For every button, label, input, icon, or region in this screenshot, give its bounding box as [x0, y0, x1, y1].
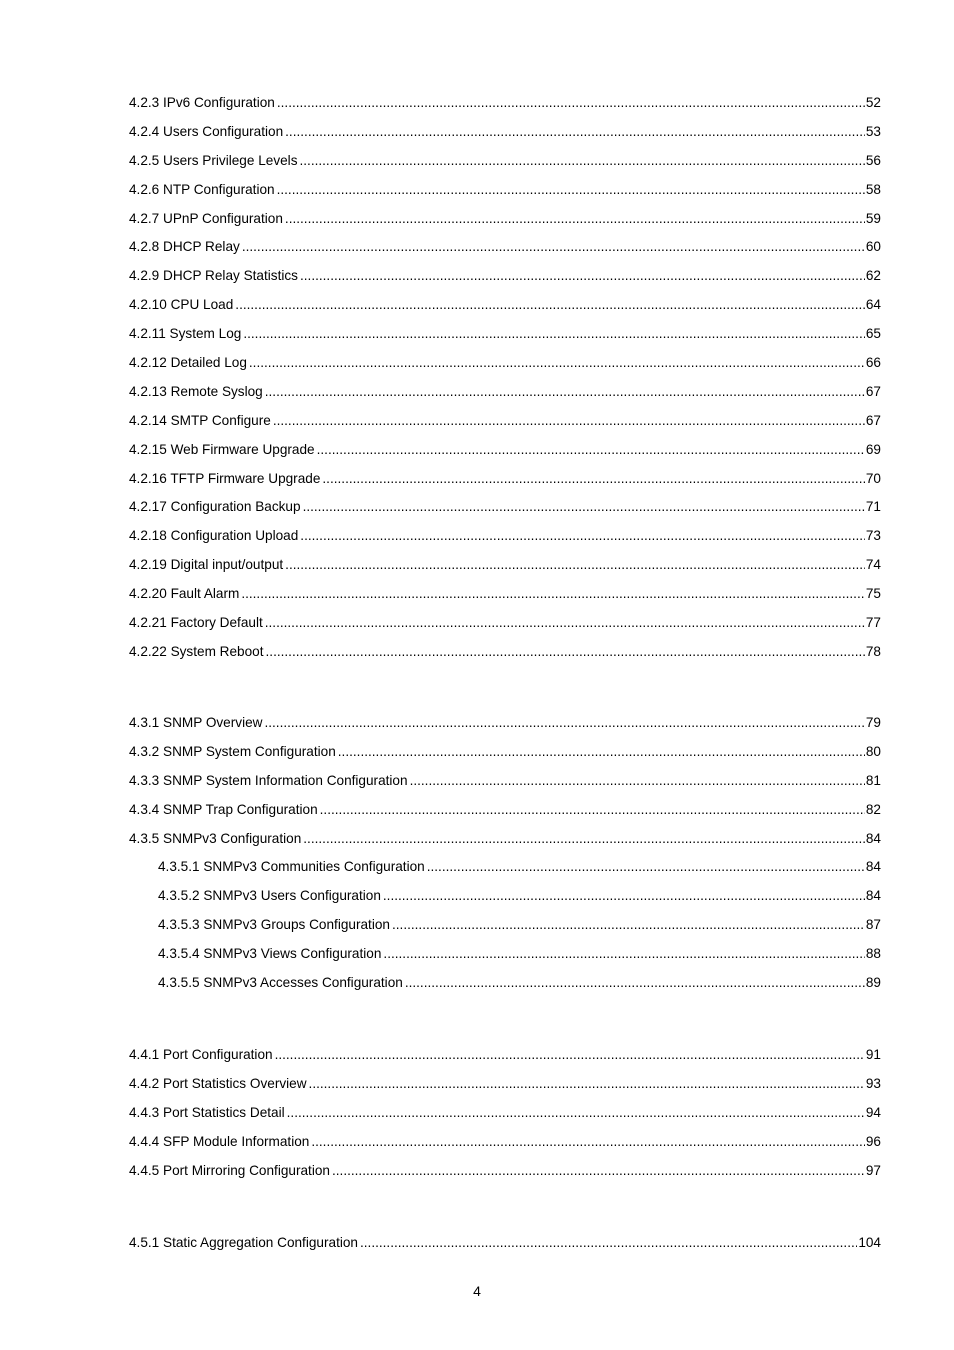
toc-entry-title: 4.2.8 DHCP Relay — [129, 239, 240, 255]
toc-subentry[interactable] — [129, 882, 881, 911]
toc-entry-page: 66 — [865, 355, 881, 371]
toc-entry[interactable] — [129, 1099, 881, 1128]
toc-entry-title: 4.4.1 Port Configuration — [129, 1047, 273, 1062]
toc-entry-title: 4.3.5.5 SNMPv3 Accesses Configuration — [158, 975, 403, 991]
toc-entry-page: 75 — [865, 586, 881, 602]
toc-subentry[interactable] — [129, 940, 881, 969]
dot-leader — [405, 969, 865, 998]
toc-entry-page: 73 — [865, 528, 881, 544]
toc-entry[interactable] — [129, 147, 881, 176]
toc-entry-title: 4.3.5 SNMPv3 Configuration — [129, 830, 302, 846]
dot-leader — [243, 320, 865, 349]
toc-entry-page: 53 — [865, 123, 881, 139]
dot-leader — [264, 709, 864, 738]
toc-entry[interactable] — [129, 205, 881, 234]
toc-entry-page: 65 — [865, 326, 881, 342]
dot-leader — [427, 853, 865, 882]
toc-entry-title: 4.2.15 Web Firmware Upgrade — [129, 441, 315, 457]
toc-entry-title: 4.3.2 SNMP System Configuration — [129, 743, 336, 759]
toc-entry[interactable] — [129, 638, 881, 667]
toc-entry-page: 80 — [865, 743, 881, 759]
dot-leader — [300, 262, 865, 291]
toc-entry[interactable] — [129, 176, 881, 205]
toc-entry-title: 4.2.4 Users Configuration — [129, 123, 284, 139]
toc-entry-page: 94 — [865, 1104, 881, 1120]
dot-leader — [392, 911, 865, 940]
dot-leader — [285, 205, 865, 234]
toc-entry[interactable] — [129, 825, 881, 854]
toc-entry-title: 4.2.5 Users Privilege Levels — [129, 152, 298, 168]
toc-entry[interactable] — [129, 796, 881, 825]
toc-entry-page: 84 — [865, 859, 881, 875]
dot-leader — [311, 1128, 865, 1157]
dot-leader — [242, 233, 865, 262]
toc-entry[interactable] — [129, 1128, 881, 1157]
toc-entry-title: 4.4.4 SFP Module Information — [129, 1133, 310, 1149]
dot-leader — [317, 436, 865, 465]
toc-entry-title: 4.4.5 Port Mirroring Configuration — [129, 1162, 330, 1178]
toc-entry-title: 4.2.18 Configuration Upload — [129, 528, 299, 544]
toc-entry-title: 4.3.5.2 SNMPv3 Users Configuration — [158, 888, 381, 904]
toc-entry-title: 4.3.5.1 SNMPv3 Communities Configuration — [158, 859, 425, 875]
dot-leader — [309, 1070, 865, 1099]
toc-entry-page: 88 — [865, 946, 881, 962]
toc-entry-page: 71 — [865, 499, 881, 515]
dot-leader — [360, 1229, 857, 1258]
dot-leader — [300, 147, 865, 176]
toc-entry[interactable] — [129, 320, 881, 349]
toc-entry-title: 4.2.3 IPv6 Configuration — [129, 95, 275, 110]
toc-entry[interactable] — [129, 262, 881, 291]
toc-subentry[interactable] — [129, 911, 881, 940]
dot-leader — [300, 522, 865, 551]
toc-entry-page: 67 — [865, 383, 881, 399]
page-number: 4 — [473, 1283, 481, 1299]
dot-leader — [285, 551, 865, 580]
dot-leader — [277, 89, 865, 118]
toc-entry-page: 52 — [865, 95, 881, 110]
toc-entry-title: 4.2.20 Fault Alarm — [129, 586, 240, 602]
toc-entry[interactable] — [129, 291, 881, 320]
toc-entry-page: 62 — [865, 268, 881, 284]
toc-entry-title: 4.2.16 TFTP Firmware Upgrade — [129, 470, 321, 486]
toc-entry[interactable] — [129, 551, 881, 580]
toc-entry-title: 4.2.9 DHCP Relay Statistics — [129, 268, 298, 284]
toc-entry-page: 58 — [865, 181, 881, 197]
toc-entry-page: 104 — [858, 1235, 881, 1250]
toc-entry-page: 89 — [865, 975, 881, 991]
toc-entry[interactable] — [129, 465, 881, 494]
toc-entry[interactable] — [129, 118, 881, 147]
toc-entry-title: 4.2.14 SMTP Configure — [129, 412, 271, 428]
toc-entry[interactable] — [129, 1229, 881, 1258]
dot-leader — [235, 291, 865, 320]
toc-group-4-2 — [129, 89, 881, 667]
toc-entry-page: 84 — [865, 888, 881, 904]
dot-leader — [303, 825, 865, 854]
toc-entry-page: 81 — [865, 772, 881, 788]
toc-entry[interactable] — [129, 493, 881, 522]
toc-entry[interactable] — [129, 1041, 881, 1070]
toc-entry-page: 70 — [865, 470, 881, 486]
toc-group-4-4 — [129, 1041, 881, 1185]
toc-entry-page: 77 — [865, 615, 881, 631]
toc-entry-page: 91 — [865, 1047, 881, 1062]
toc-entry[interactable] — [129, 522, 881, 551]
toc-entry-title: 4.4.3 Port Statistics Detail — [129, 1104, 285, 1120]
toc-entry-page: 79 — [865, 715, 881, 730]
toc-entry-title: 4.3.3 SNMP System Information Configuration — [129, 772, 408, 788]
toc-entry-title: 4.3.5.3 SNMPv3 Groups Configuration — [158, 917, 390, 933]
dot-leader — [303, 493, 865, 522]
toc-entry-title: 4.2.19 Digital input/output — [129, 557, 284, 573]
toc-entry-title: 4.4.2 Port Statistics Overview — [129, 1075, 307, 1091]
toc-entry[interactable] — [129, 233, 881, 262]
dot-leader — [322, 465, 864, 494]
dot-leader — [273, 407, 865, 436]
dot-leader — [287, 1099, 865, 1128]
dot-leader — [266, 638, 865, 667]
toc-entry[interactable] — [129, 580, 881, 609]
toc-entry-title: 4.2.12 Detailed Log — [129, 355, 247, 371]
dot-leader — [241, 580, 865, 609]
toc-entry[interactable] — [129, 609, 881, 638]
toc-entry-title: 4.2.7 UPnP Configuration — [129, 210, 283, 226]
toc-entry-page: 74 — [865, 557, 881, 573]
dot-leader — [285, 118, 865, 147]
toc-entry-title: 4.2.6 NTP Configuration — [129, 181, 275, 197]
toc-entry[interactable] — [129, 436, 881, 465]
toc-entry-title: 4.2.22 System Reboot — [129, 643, 264, 659]
toc-entry-title: 4.2.13 Remote Syslog — [129, 383, 263, 399]
toc-entry[interactable] — [129, 1070, 881, 1099]
toc-entry-title: 4.2.11 System Log — [129, 326, 242, 342]
toc-subentry[interactable] — [129, 853, 881, 882]
toc-entry-page: 60 — [865, 239, 881, 255]
dot-leader — [275, 1041, 865, 1070]
dot-leader — [410, 767, 865, 796]
dot-leader — [332, 1157, 865, 1186]
toc-entry-title: 4.2.10 CPU Load — [129, 297, 234, 313]
toc-entry-title: 4.5.1 Static Aggregation Configuration — [129, 1235, 358, 1250]
toc-entry-title: 4.3.1 SNMP Overview — [129, 715, 263, 730]
toc-subentry[interactable] — [129, 969, 881, 998]
toc-entry-page: 69 — [865, 441, 881, 457]
toc-group-4-3 — [129, 709, 881, 998]
toc-entry-title: 4.2.17 Configuration Backup — [129, 499, 301, 515]
toc-entry[interactable] — [129, 709, 881, 738]
toc-entry-page: 93 — [865, 1075, 881, 1091]
toc-entry-page: 97 — [865, 1162, 881, 1178]
toc-entry-page: 67 — [865, 412, 881, 428]
dot-leader — [338, 738, 865, 767]
dot-leader — [383, 882, 865, 911]
toc-entry-page: 56 — [865, 152, 881, 168]
dot-leader — [277, 176, 865, 205]
toc-entry-page: 64 — [865, 297, 881, 313]
toc-entry[interactable] — [129, 1157, 881, 1186]
toc-entry-page: 87 — [865, 917, 881, 933]
toc-entry-page: 78 — [865, 643, 881, 659]
toc-entry-page: 84 — [865, 830, 881, 846]
dot-leader — [249, 349, 865, 378]
dot-leader — [265, 609, 865, 638]
toc-entry-title: 4.3.4 SNMP Trap Configuration — [129, 801, 318, 817]
toc-entry-page: 82 — [865, 801, 881, 817]
dot-leader — [265, 378, 865, 407]
toc-entry-title: 4.3.5.4 SNMPv3 Views Configuration — [158, 946, 382, 962]
toc-entry[interactable] — [129, 767, 881, 796]
dot-leader — [320, 796, 865, 825]
toc-entry[interactable] — [129, 407, 881, 436]
toc-entry-page: 96 — [865, 1133, 881, 1149]
toc-group-4-5 — [129, 1229, 881, 1258]
toc-entry[interactable] — [129, 738, 881, 767]
toc-entry-title: 4.2.21 Factory Default — [129, 615, 263, 631]
toc-entry-page: 59 — [865, 210, 881, 226]
toc-entry[interactable] — [129, 89, 881, 118]
toc-entry[interactable] — [129, 378, 881, 407]
dot-leader — [383, 940, 864, 969]
toc-entry[interactable] — [129, 349, 881, 378]
